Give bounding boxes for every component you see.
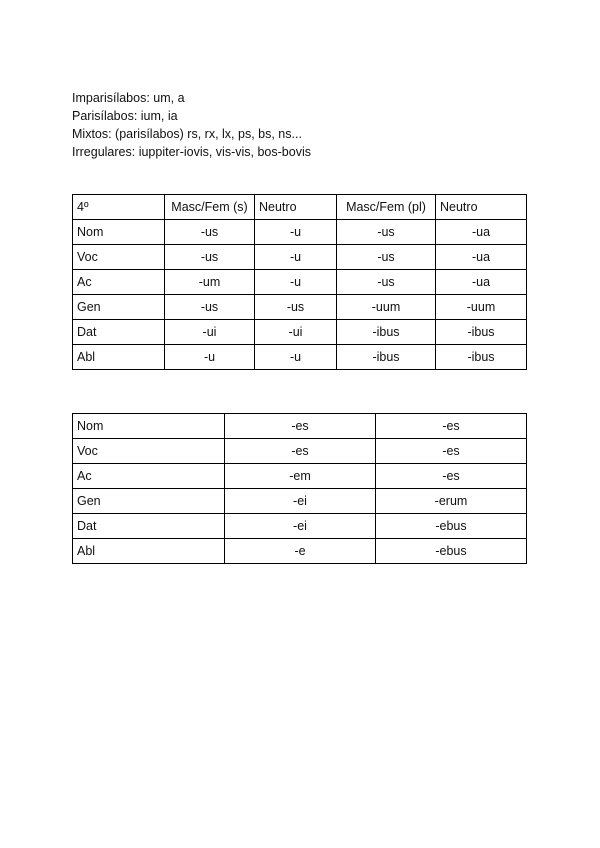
ending-cell: -us <box>165 295 255 320</box>
case-label: Dat <box>73 320 165 345</box>
ending-cell: -ebus <box>376 514 527 539</box>
ending-cell: -uum <box>337 295 436 320</box>
ending-cell: -ua <box>436 270 527 295</box>
fifth-declension-table <box>72 413 527 564</box>
ending-cell: -ei <box>225 489 376 514</box>
ending-cell: -ua <box>436 245 527 270</box>
table-row <box>73 320 527 345</box>
table-header-row <box>73 195 527 220</box>
note-line: Imparisílabos: um, a <box>72 91 185 105</box>
table-row <box>73 514 527 539</box>
ending-cell: -us <box>165 245 255 270</box>
fourth-declension-table <box>72 194 527 370</box>
ending-cell: -es <box>376 414 527 439</box>
header-cell: 4º <box>73 195 165 220</box>
case-label: Abl <box>73 345 165 370</box>
table-row <box>73 345 527 370</box>
ending-cell: -us <box>255 295 337 320</box>
case-label: Ac <box>73 270 165 295</box>
case-label: Nom <box>73 414 225 439</box>
table-row <box>73 220 527 245</box>
ending-cell: -ua <box>436 220 527 245</box>
ending-cell: -es <box>225 439 376 464</box>
table-row <box>73 270 527 295</box>
ending-cell: -es <box>376 439 527 464</box>
case-label: Nom <box>73 220 165 245</box>
ending-cell: -e <box>225 539 376 564</box>
ending-cell: -erum <box>376 489 527 514</box>
ending-cell: -ei <box>225 514 376 539</box>
header-cell: Neutro <box>255 195 337 220</box>
case-label: Dat <box>73 514 225 539</box>
ending-cell: -u <box>165 345 255 370</box>
note-line: Parisílabos: ium, ia <box>72 109 178 123</box>
table-row <box>73 539 527 564</box>
case-label: Voc <box>73 439 225 464</box>
ending-cell: -ui <box>165 320 255 345</box>
ending-cell: -um <box>165 270 255 295</box>
ending-cell: -us <box>337 220 436 245</box>
case-label: Ac <box>73 464 225 489</box>
header-cell: Masc/Fem (pl) <box>337 195 436 220</box>
table-row <box>73 464 527 489</box>
ending-cell: -u <box>255 245 337 270</box>
table-row <box>73 295 527 320</box>
ending-cell: -u <box>255 220 337 245</box>
ending-cell: -es <box>376 464 527 489</box>
ending-cell: -ebus <box>376 539 527 564</box>
ending-cell: -ui <box>255 320 337 345</box>
ending-cell: -ibus <box>436 345 527 370</box>
table-row <box>73 414 527 439</box>
case-label: Voc <box>73 245 165 270</box>
table-row <box>73 439 527 464</box>
table-row <box>73 489 527 514</box>
table-row <box>73 245 527 270</box>
case-label: Abl <box>73 539 225 564</box>
note-line: Mixtos: (parisílabos) rs, rx, lx, ps, bs, ns... <box>72 127 302 141</box>
ending-cell: -u <box>255 270 337 295</box>
ending-cell: -ibus <box>337 320 436 345</box>
case-label: Gen <box>73 489 225 514</box>
ending-cell: -ibus <box>436 320 527 345</box>
ending-cell: -us <box>337 270 436 295</box>
case-label: Gen <box>73 295 165 320</box>
ending-cell: -ibus <box>337 345 436 370</box>
ending-cell: -u <box>255 345 337 370</box>
header-cell: Neutro <box>436 195 527 220</box>
header-cell: Masc/Fem (s) <box>165 195 255 220</box>
ending-cell: -us <box>165 220 255 245</box>
ending-cell: -uum <box>436 295 527 320</box>
ending-cell: -es <box>225 414 376 439</box>
note-line: Irregulares: iuppiter-iovis, vis-vis, bos-bovis <box>72 145 311 159</box>
ending-cell: -em <box>225 464 376 489</box>
ending-cell: -us <box>337 245 436 270</box>
declension-notes <box>72 89 311 161</box>
